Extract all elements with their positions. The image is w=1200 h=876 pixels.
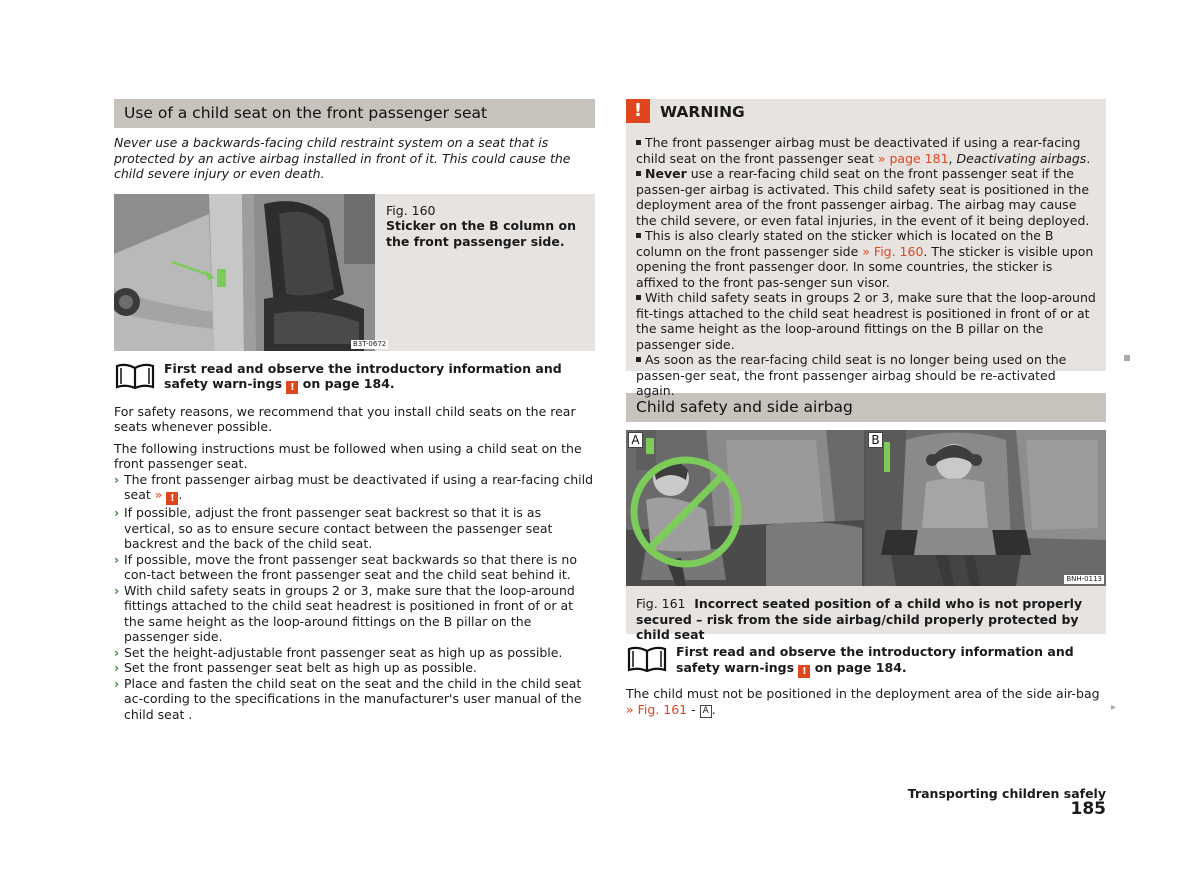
bullet-square-icon: [636, 140, 641, 145]
figure-161-caption: [626, 586, 1106, 642]
chevron-icon: ›: [114, 505, 120, 520]
list-item-text: The front passenger airbag must be deactivated if using a rear-facing child seat: [124, 471, 594, 502]
list-item-text: With child safety seats in groups 2 or 3, make sure that the loop-around fittings attached to the child seat headrest is positioned in front of or at the same height as the loop-around fittings on the B pillar on the passenger side.: [124, 582, 575, 644]
warning-item-text: The front passenger airbag must be deactivated if using a rear-facing child seat on the front passenger seat: [636, 135, 1081, 166]
figure-160-code: B3T-0672: [353, 339, 387, 348]
chevron-icon: ›: [114, 582, 120, 598]
list-item: [114, 660, 595, 676]
warning-title: WARNING: [660, 103, 745, 121]
bullet-square-icon: [636, 357, 641, 362]
page-181-link[interactable]: » page 181: [877, 150, 949, 166]
warning-header: [633, 99, 1096, 135]
bullet-square-icon: [636, 233, 641, 238]
paragraph-end: .: [711, 701, 716, 717]
section-title-child-seat-front: Use of a child seat on the front passenger seat: [114, 99, 595, 128]
figure-160-image: [114, 194, 376, 351]
read-first-text: [164, 361, 594, 395]
paragraph-rear-seats: For safety reasons, we recommend that you install child seats on the rear seats whenever possible.: [114, 403, 576, 434]
warning-item: The front passenger airbag must be deactivated if using a rear-facing child seat on the front passenger seat » page 181, Deactivating airbags.: [636, 135, 1091, 166]
cross-reference-link[interactable]: »: [154, 487, 163, 502]
figure-160-caption-text: Sticker on the B column on the front passenger side.: [386, 218, 577, 249]
read-first-notice: [114, 361, 595, 391]
figure-161-panel-a: [626, 430, 864, 586]
warning-item: [636, 228, 1096, 290]
list-item-text: Set the height-adjustable front passenger seat as high up as possible.: [124, 644, 563, 660]
car-door-b-column-illustration: [114, 194, 376, 351]
list-item: [114, 552, 595, 583]
page-number: 185: [1070, 798, 1106, 819]
warning-item: [636, 166, 1096, 228]
read-first-before: First read and observe the introductory information and safety warn-ings: [676, 644, 1074, 675]
section-title-side-airbag: Child safety and side airbag: [626, 393, 1106, 422]
warning-box: [626, 99, 1106, 398]
figure-160: [114, 194, 595, 351]
never-emphasis: Never: [645, 166, 687, 181]
continue-arrow-icon: ▸: [1110, 702, 1116, 713]
warning-item-text: As soon as the rear-facing child seat is no longer being used on the passen-ger seat, the front passenger airbag should be re-activated again.: [636, 352, 1067, 398]
warning-icon: !: [286, 381, 298, 394]
chevron-icon: ›: [114, 675, 120, 691]
warning-icon[interactable]: !: [166, 492, 178, 505]
read-first-notice: [626, 644, 1106, 677]
read-first-text: [676, 644, 1106, 678]
fig-160-link[interactable]: » Fig. 160: [862, 243, 924, 259]
chevron-icon: ›: [114, 471, 120, 487]
list-item-text: If possible, move the front passenger seat backwards so that there is no con-tact between the front passenger seat and the child seat behind it.: [124, 551, 577, 582]
warning-item: [636, 290, 1096, 352]
figure-161-panel-b: [866, 430, 1106, 586]
book-icon: [626, 646, 668, 672]
warning-item-text-cont: . The sticker is visible upon opening the front passenger door. In some countries, the sticker is affixed to the front pas-senger sun visor.: [636, 243, 1094, 290]
page-184-link[interactable]: on page 184.: [302, 376, 395, 391]
paragraph-instructions: The following instructions must be followed when using a child seat on the front passenger seat.: [114, 440, 582, 471]
paragraph-dash: -: [687, 701, 700, 717]
right-column: [626, 99, 1116, 718]
footer-section-title: Transporting children safely: [907, 786, 1106, 801]
panel-a-reference: A: [700, 705, 712, 718]
read-first-before: First read and observe the introductory information and safety warn-ings: [164, 360, 562, 391]
figure-160-caption: [386, 203, 586, 250]
list-item-text: Place and fasten the child seat on the seat and the child in the child seat ac-cording to the specifications in the manufacturer's user manual of the child seat .: [124, 675, 582, 722]
child-incorrect-position-illustration: [626, 430, 864, 586]
list-item: [114, 645, 595, 661]
list-item: › The front passenger airbag must be deactivated if using a rear-facing child seat » ! .: [114, 471, 594, 504]
figure-161-code: BNH-0113: [1066, 575, 1102, 583]
paragraph-text: The child must not be positioned in the deployment area of the side air-bag: [626, 686, 1100, 701]
book-icon: [114, 363, 156, 389]
fig-161-link[interactable]: » Fig. 161: [626, 701, 688, 717]
warning-item-end: .: [1086, 150, 1091, 166]
bullet-square-icon: [636, 171, 641, 176]
warning-item-text: With child safety seats in groups 2 or 3, make sure that the loop-around fit-tings attached to the child seat headrest is positioned in front of or at the same height as the loop-around fittings on the B pillar on the passenger side.: [636, 290, 1096, 352]
warning-item-text: use a rear-facing child seat on the front passenger seat if the passen-ger airbag is activated. This child safety seat is positioned in the deployment area of the front passenger airbag. The airbag may cause the child severe, or even fatal injuries, in the event of it being deployed.: [636, 166, 1090, 228]
bullet-square-icon: [636, 295, 641, 300]
warning-icon: !: [626, 99, 650, 123]
paragraph-side-airbag: [626, 686, 1106, 718]
section-end-square-icon: [1124, 355, 1130, 361]
list-item-text: If possible, adjust the front passenger seat backrest so that it is as vertical, so as to ensure secure contact between the passenger seat backrest and the back of the child seat.: [124, 505, 553, 551]
left-column: [114, 99, 595, 722]
list-item: [114, 583, 595, 645]
instruction-list: [114, 472, 595, 723]
list-item-text: Set the front passenger seat belt as high up as possible.: [124, 660, 477, 675]
figure-161-caption-text: Incorrect seated position of a child who is not properly secured – risk from the side airbag/child properly protected by child seat: [636, 596, 1083, 642]
warning-item: [636, 352, 1096, 399]
figure-160-number: Fig. 160: [386, 202, 436, 218]
page-184-link[interactable]: on page 184.: [814, 659, 907, 675]
panel-a-label: A: [628, 432, 643, 448]
warning-item-text: This is also clearly stated on the sticker which is located on the B column on the front passenger side: [636, 228, 1054, 259]
figure-161: [626, 430, 1106, 586]
child-in-child-seat-illustration: [866, 430, 1106, 586]
warning-icon: !: [798, 665, 810, 678]
panel-b-label: B: [868, 432, 883, 448]
chevron-icon: ›: [114, 644, 120, 660]
chevron-icon: ›: [114, 551, 120, 567]
page-footer: [860, 786, 1106, 819]
figure-161-number: Fig. 161: [636, 596, 686, 611]
deactivating-airbags-ref: Deactivating airbags: [956, 150, 1087, 166]
list-item: [114, 505, 595, 552]
intro-warning-text: Never use a backwards-facing child restraint system on a seat that is protected by an active airbag installed in front of it. This could cause the child severe injury or even death.: [114, 135, 571, 181]
chevron-icon: ›: [114, 660, 120, 675]
list-item: [114, 676, 595, 723]
